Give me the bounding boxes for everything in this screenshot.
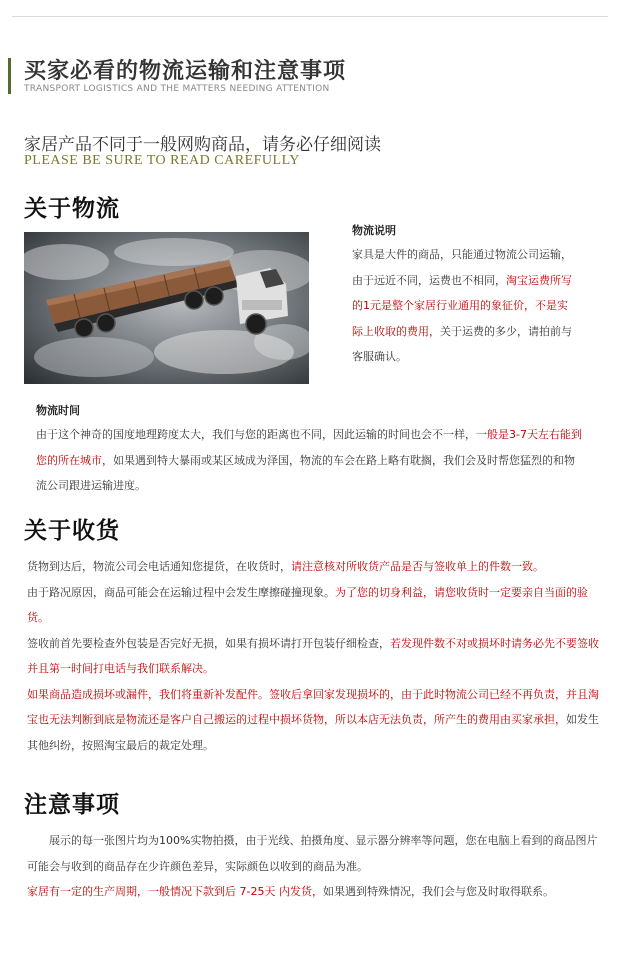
logistics-heading: 关于物流 [24, 195, 120, 222]
logistics-time-title: 物流时间 [36, 404, 80, 417]
header-accent-bar [8, 58, 11, 94]
notice-text: 家居产品不同于一般网购商品，请务必仔细阅读 [24, 135, 381, 155]
logistics-info-title: 物流说明 [352, 224, 396, 237]
page-title: 买家必看的物流运输和注意事项 [24, 59, 347, 84]
notice-english: PLEASE BE SURE TO READ CAREFULLY [24, 153, 300, 168]
top-divider [12, 16, 608, 17]
logistics-info-text: 家具是大件的商品，只能通过物流公司运输，由于远近不同，运费也不相同，淘宝运费所写的1元是整个家居行业通用的象征价，不是实际上收取的费用，关于运费的多少，请拍前与客服确认。 [352, 248, 572, 363]
receiving-heading: 关于收货 [24, 517, 120, 544]
notes-heading: 注意事项 [24, 791, 120, 818]
truck-photo [24, 232, 309, 384]
logistics-time-text: 由于这个神奇的国度地理跨度太大，我们与您的距离也不同，因此运输的时间也会不一样，一般是3-7天左右能到您的所在城市，如果遇到特大暴雨或某区域成为泽国，物流的车会在路上略有耽搁，我们会及时帮您猛烈的和物流公司跟进运输进度。 [36, 428, 582, 492]
receiving-text: 货物到达后，物流公司会电话通知您提货，在收货时，请注意核对所收货产品是否与签收单上的件数一致。 由于路况原因，商品可能会在运输过程中会发生摩擦碰撞现象。为了您的切身利益，请您收货时一定要亲自当面的验货。 签收前首先要检查外包装是否完好无损，如果有损坏请打开包装仔细检查，若发现件数不对或损坏时请务必先不要签收并且第一时间打电话与我们联系解决。 如果商品造成损坏或漏件，我们将重新补发配件。签收后拿回家发现损坏的，由于此时物流公司已经不再负责，并且淘宝也无法判断到底是物流还是客户自己搬运的过程中损坏货物，所以本店无法负责，所产生的费用由买家承担，如发生其他纠纷，按照淘宝最后的裁定处理。 [27, 560, 599, 752]
page-subtitle: TRANSPORT LOGISTICS AND THE MATTERS NEEDING ATTENTION [24, 84, 330, 94]
notes-text: 展示的每一张图片均为100%实物拍摄，由于光线、拍摄角度、显示器分辨率等问题，您在电脑上看到的商品图片可能会与收到的商品存在少许颜色差异，实际颜色以收到的商品为准。 家居有一定的生产周期，一般情况下款到后 7-25天 内发货，如果遇到特殊情况，我们会与您及时取得联系。 [27, 834, 598, 898]
